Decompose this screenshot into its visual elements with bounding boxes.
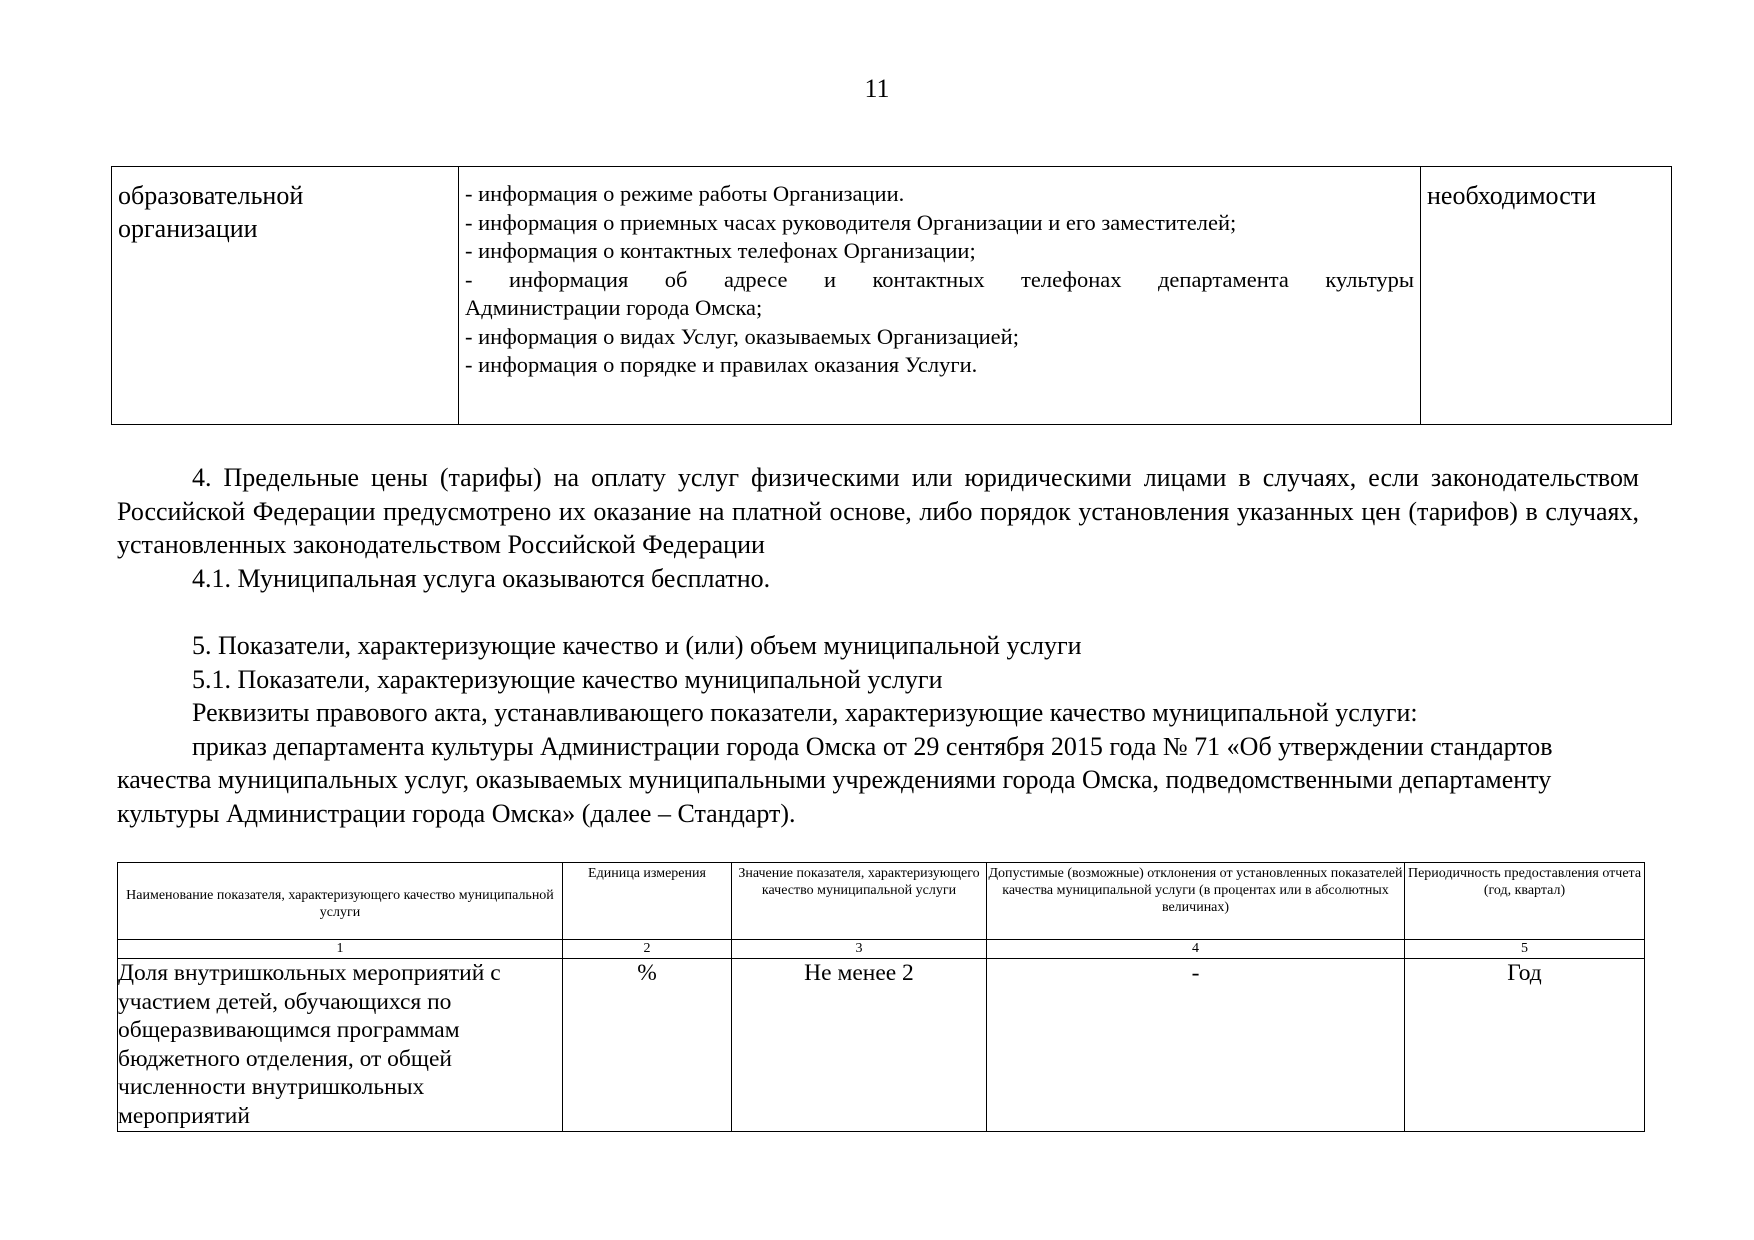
section-4-1: 4.1. Муниципальная услуга оказываются бесплатно. (192, 563, 771, 593)
info-line: - информация о видах Услуг, оказываемых Организацией; (465, 323, 1019, 349)
column-number: 2 (563, 940, 732, 959)
section-4-paragraph: 4. Предельные цены (тарифы) на оплату услуг физическими или юридическими лицами в случаях, если законодательством Российской Федерации предусмотрено их оказание на платной основе, либо порядок установления указанных цен (тарифов) в случаях, установленных законодательством Российской Федерации (117, 463, 1639, 559)
requisites-line: Реквизиты правового акта, устанавливающего показатели, характеризующие качество муниципальной услуги: (192, 698, 1418, 727)
header-unit (563, 863, 732, 940)
cell-indicator: Доля внутришкольных мероприятий с участием детей, обучающихся по общеразвивающимся программам бюджетного отделения, от общей численности внутришкольных мероприятий (118, 959, 563, 1132)
cell-value: Не менее 2 (732, 959, 987, 1132)
order-paragraph: приказ департамента культуры Администрации города Омска от 29 сентября 2015 года № 71 «Об утверждении стандартов качества муниципальных услуг, оказываемых муниципальными учреждениями города Омска, подведомственными департаменту культуры Администрации города Омска» (далее – Стандарт). (117, 731, 1553, 828)
left-cell-line: образовательной (118, 181, 304, 210)
info-line: - информация о контактных телефонах Организации; (465, 238, 976, 263)
column-number: 3 (732, 940, 987, 959)
header-unit-text: Единица измерения (588, 866, 706, 881)
info-table-left-cell (112, 167, 459, 425)
info-table-middle-cell (459, 167, 1421, 425)
info-table (111, 166, 1672, 425)
info-table-right-cell (1421, 167, 1672, 425)
page-number: 11 (864, 74, 890, 103)
section-4 (117, 461, 1639, 595)
header-indicator-name-text: Наименование показателя, характеризующего качество муниципальной услуги (126, 888, 554, 920)
header-deviation-text: Допустимые (возможные) отклонения от установленных показателей качества муниципальной услуги (в процентах или в абсолютных величинах) (988, 866, 1403, 915)
header-value (732, 863, 987, 940)
info-line: Администрации города Омска; (465, 295, 763, 320)
right-cell-text: необходимости (1427, 181, 1597, 210)
column-number: 4 (987, 940, 1405, 959)
section-5-heading: 5. Показатели, характеризующие качество и (или) объем муниципальной услуги (192, 631, 1082, 660)
column-number: 1 (118, 940, 563, 959)
section-5-1: 5.1. Показатели, характеризующие качество муниципальной услуги (192, 664, 943, 694)
cell-deviation: - (987, 959, 1405, 1132)
table-row (118, 959, 1645, 1132)
header-period-text: Периодичность предоставления отчета (год, квартал) (1407, 866, 1642, 898)
column-number: 5 (1405, 940, 1645, 959)
header-deviation (987, 863, 1405, 940)
cell-unit: % (563, 959, 732, 1132)
quality-indicators-table (117, 862, 1645, 1132)
info-line: - информация о приемных часах руководителя Организации и его заместителей; (465, 209, 1237, 235)
header-period (1405, 863, 1645, 940)
info-line: - информация о режиме работы Организации. (465, 181, 905, 206)
header-indicator-name (118, 863, 563, 940)
info-line: - информация об адресе и контактных телефонах департамента культуры (465, 266, 1414, 292)
section-5 (117, 629, 1639, 830)
left-cell-line: организации (118, 214, 258, 243)
cell-period: Год (1405, 959, 1645, 1132)
header-value-text: Значение показателя, характеризующего качество муниципальной услуги (738, 866, 980, 898)
info-line: - информация о порядке и правилах оказания Услуги. (465, 352, 978, 377)
